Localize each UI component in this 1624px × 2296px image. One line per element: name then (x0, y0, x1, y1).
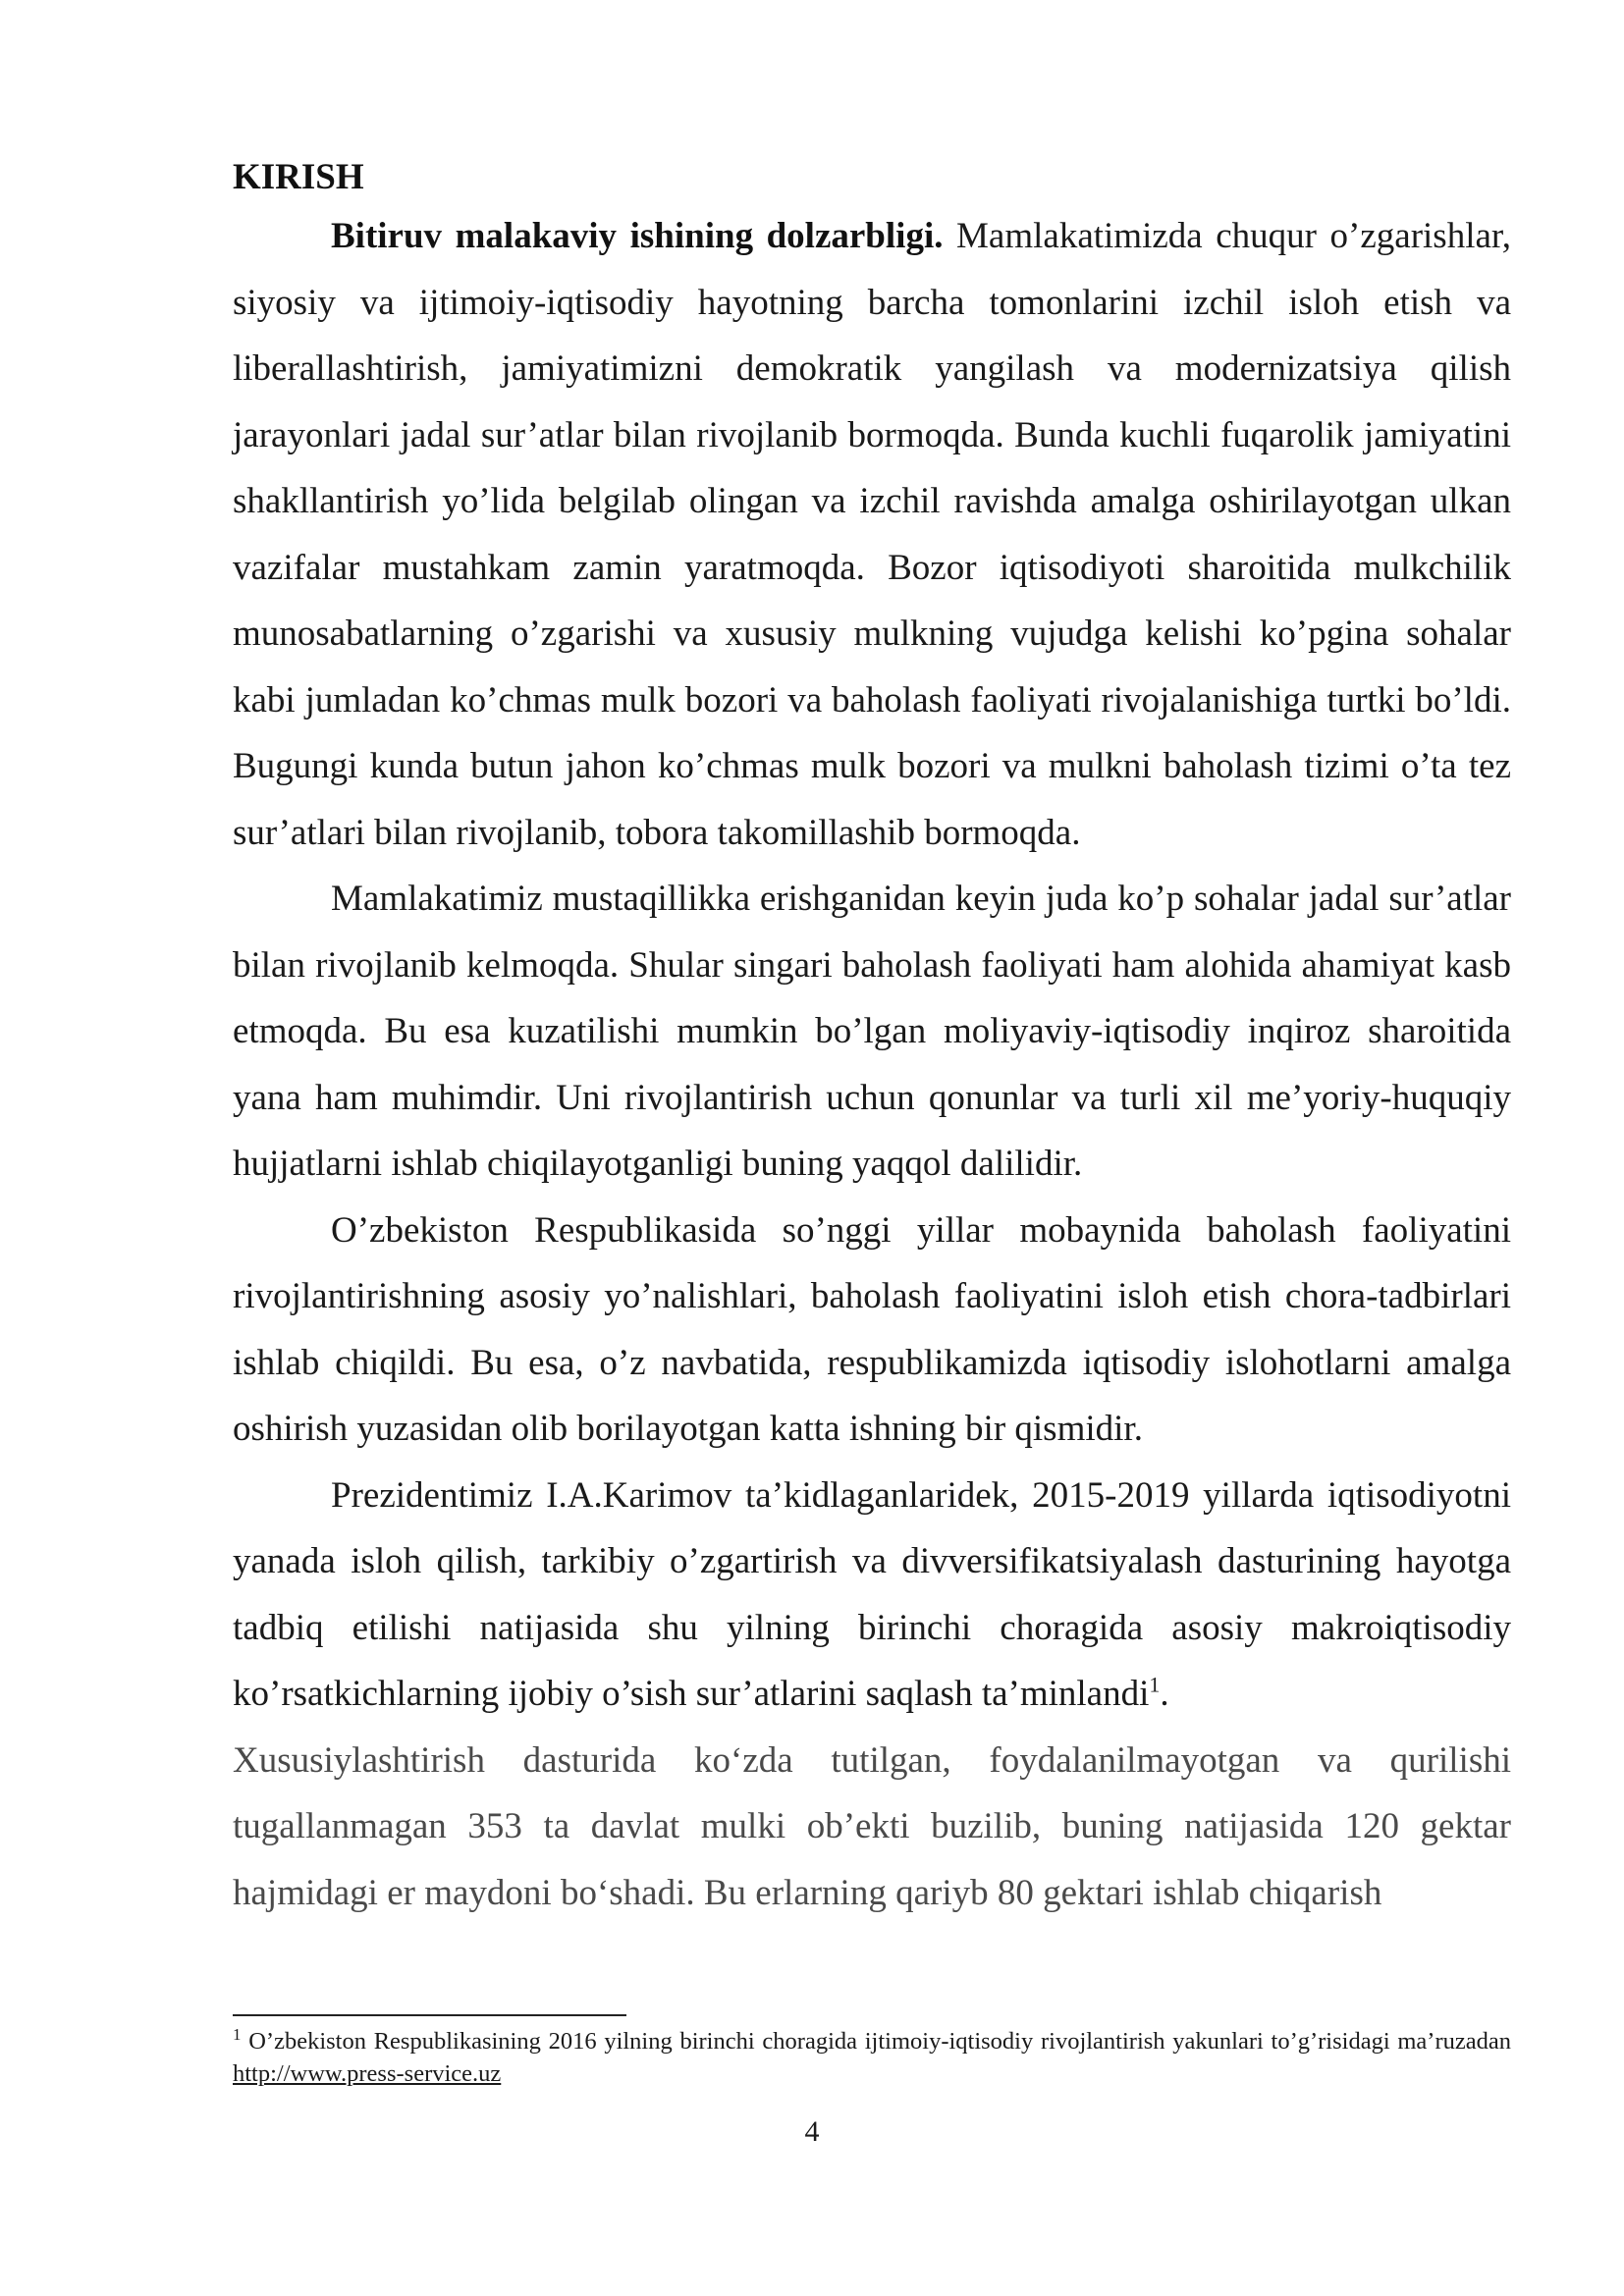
paragraph-text-end: . (1160, 1674, 1169, 1714)
paragraph-reforms (233, 1198, 1511, 1463)
page-number: 4 (804, 2115, 820, 2148)
paragraph-independence (233, 866, 1511, 1198)
footnote-link[interactable]: http://www.press-service.uz (233, 2060, 502, 2087)
section-heading: KIRISH (233, 157, 364, 197)
footnote (233, 2025, 1511, 2090)
paragraph-text: Prezidentimiz I.A.Karimov ta’kidlaganlaridek, 2015-2019 yillarda iqtisodiyotni yanada isloh qilish, tarkibiy o’zgartirish va divversifikatsiyalash dasturining hayotga tadbiq etilishi natijasida shu yilning birinchi choragida asosiy makroiqtisodiy ko’rsatkichlarning ijobiy o’sish sur’atlarini saqlash ta’minlandi (233, 1474, 1511, 1714)
document-body (233, 152, 1511, 1926)
paragraph-text: Xususiylashtirish dasturida ko‘zda tutilgan, foydalanilmayotgan va qurilishi tugallanmagan 353 ta davlat mulki ob’ekti buzilib, buning natijasida 120 gektar hajmidagi er maydoni bo‘shadi. Bu erlarning qariyb 80 gektari ishlab chiqarish (233, 1739, 1511, 1913)
footnote-marker: 1 (233, 2024, 242, 2044)
footnote-text: O’zbekiston Respublikasining 2016 yilning birinchi choragida ijtimoiy-iqtisodiy rivojlantirish yakunlari to’g’risidagi ma’ruzadan (241, 2028, 1511, 2055)
footnote-separator (233, 2014, 626, 2016)
paragraph-president (233, 1463, 1511, 1728)
paragraph-privatization (233, 1728, 1511, 1927)
footnote-reference[interactable]: 1 (1149, 1672, 1161, 1697)
paragraph-text: Mamlakatimizda chuqur o’zgarishlar, siyosiy va ijtimoiy-iqtisodiy hayotning barcha tomonlarini izchil isloh etish va liberallashtirish, jamiyatimizni demokratik yangilash va modernizatsiya qilish jarayonlari jadal sur’atlar bilan rivojlanib bormoqda. Bunda kuchli fuqarolik jamiyatini shakllantirish yo’lida belgilab olingan va izchil ravishda amalga oshirilayotgan ulkan vazifalar mustahkam zamin yaratmoqda. Bozor iqtisodiyoti sharoitida mulkchilik munosabatlarning o’zgarishi va xususiy mulkning vujudga kelishi ko’pgina sohalar kabi jumladan ko’chmas mulk bozori va baholash faoliyati rivojalanishiga turtki bo’ldi. Bugungi kunda butun jahon ko’chmas mulk bozori va mulkni baholash tizimi o’ta tez sur’atlari bilan rivojlanib, tobora takomillashib bormoqda. (233, 216, 1511, 853)
paragraph-text: Mamlakatimiz mustaqillikka erishganidan keyin juda ko’p sohalar jadal sur’atlar bilan rivojlanib kelmoqda. Shular singari baholash faoliyati ham alohida ahamiyat kasb etmoqda. Bu esa kuzatilishi mumkin bo’lgan moliyaviy-iqtisodiy inqiroz sharoitida yana ham muhimdir. Uni rivojlantirish uchun qonunlar va turli xil me’yoriy-huquqiy hujjatlarni ishlab chiqilayotganligi buning yaqqol dalilidir. (233, 879, 1511, 1184)
paragraph-text: O’zbekiston Respublikasida so’nggi yillar mobaynida baholash faoliyatini rivojlantirishning asosiy yo’nalishlari, baholash faoliyatini isloh etish chora-tadbirlari ishlab chiqildi. Bu esa, o’z navbatida, respublikamizda iqtisodiy islohotlarni amalga oshirish yuzasidan olib borilayotgan katta ishning bir qismidir. (233, 1209, 1511, 1449)
paragraph-relevance (233, 203, 1511, 866)
relevance-lead: Bitiruv malakaviy ishining dolzarbligi. (331, 216, 944, 256)
